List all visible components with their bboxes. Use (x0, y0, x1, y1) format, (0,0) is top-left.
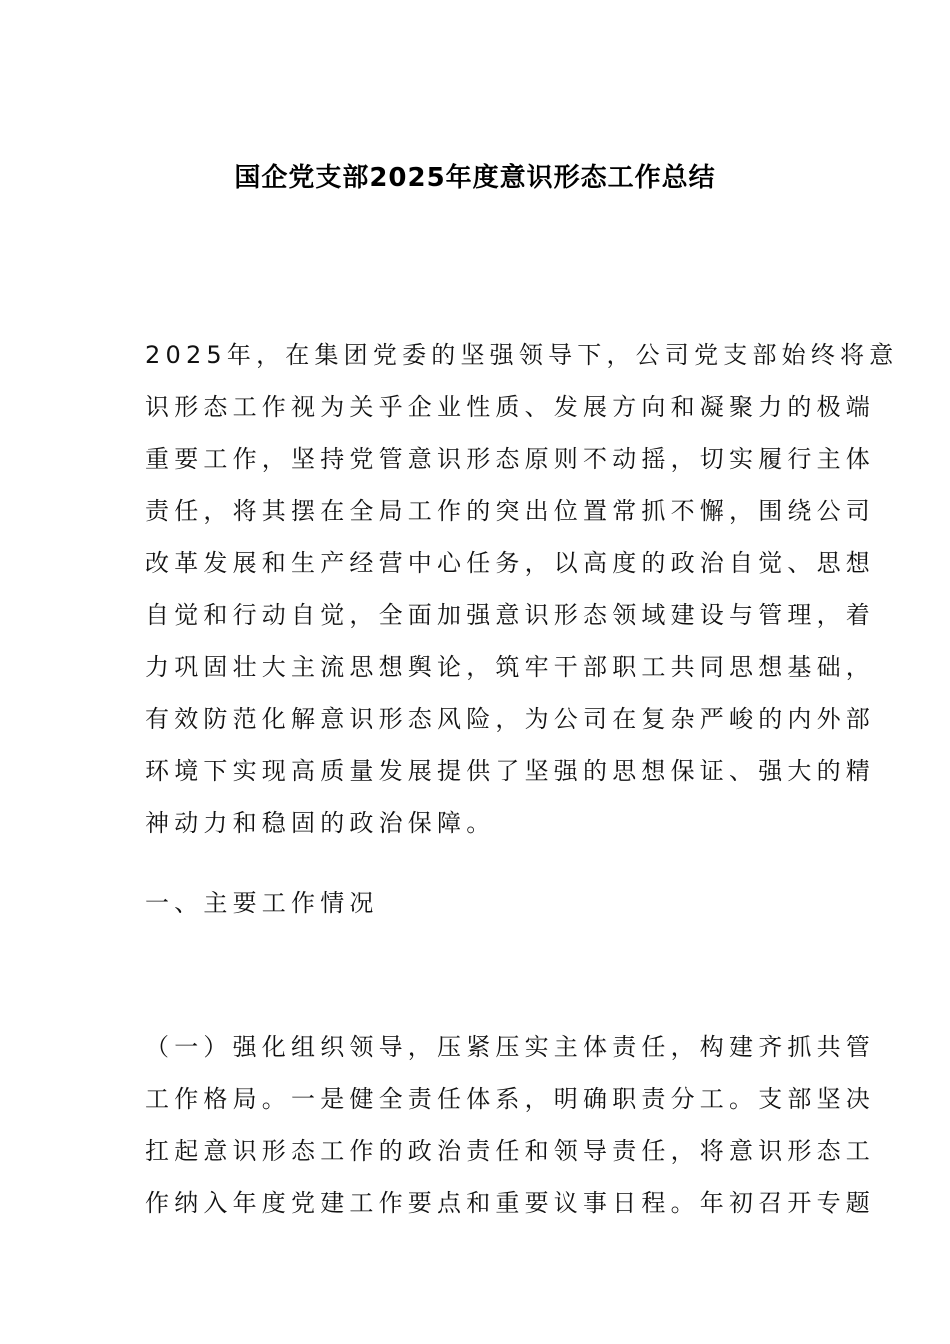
section-heading-text: 一、主要工作情况 (145, 889, 379, 917)
section-heading (145, 877, 807, 929)
paragraph-line: 力巩固壮大主流思想舆论，筑牢干部职工共同思想基础， (145, 653, 875, 681)
paragraph-line: 有效防范化解意识形态风险，为公司在复杂严峻的内外部 (145, 705, 875, 733)
paragraph-line: 工作格局。一是健全责任体系，明确职责分工。支部坚决 (145, 1085, 875, 1113)
document-title: 国企党支部2025年度意识形态工作总结 (234, 163, 716, 193)
paragraph-line: 扛起意识形态工作的政治责任和领导责任，将意识形态工 (145, 1137, 875, 1165)
paragraph-line: 神动力和稳固的政治保障。 (145, 809, 496, 837)
intro-paragraph (145, 329, 899, 849)
paragraph-line: 2025年，在集团党委的坚强领导下，公司党支部始终将意 (145, 341, 899, 369)
subsection-paragraph (145, 1021, 875, 1229)
paragraph-line: 识形态工作视为关乎企业性质、发展方向和凝聚力的极端 (145, 393, 875, 421)
paragraph-line: 作纳入年度党建工作要点和重要议事日程。年初召开专题 (145, 1189, 875, 1217)
paragraph-line: 改革发展和生产经营中心任务，以高度的政治自觉、思想 (145, 549, 875, 577)
paragraph-line: （一）强化组织领导，压紧压实主体责任，构建齐抓共管 (145, 1033, 875, 1061)
paragraph-line: 环境下实现高质量发展提供了坚强的思想保证、强大的精 (145, 757, 875, 785)
paragraph-line: 重要工作，坚持党管意识形态原则不动摇，切实履行主体 (145, 445, 875, 473)
paragraph-line: 自觉和行动自觉，全面加强意识形态领域建设与管理，着 (145, 601, 875, 629)
paragraph-line: 责任，将其摆在全局工作的突出位置常抓不懈，围绕公司 (145, 497, 875, 525)
